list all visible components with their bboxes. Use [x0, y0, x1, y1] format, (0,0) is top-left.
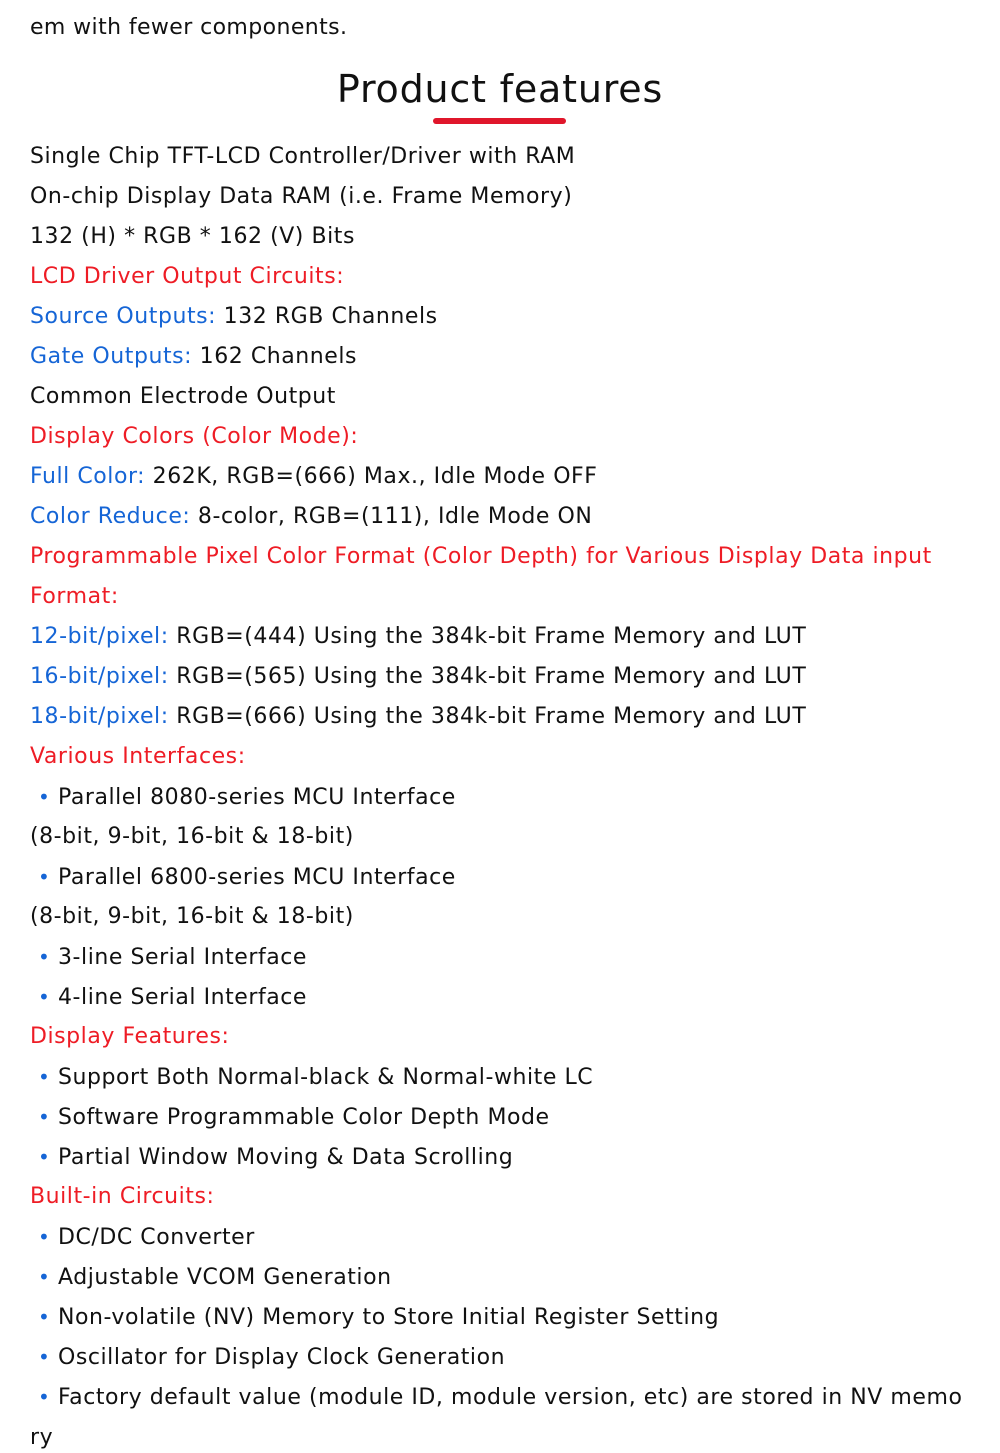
bullet-text: 4-line Serial Interface	[58, 985, 308, 1010]
bullet-dot-icon: •	[38, 945, 51, 969]
bullet-item	[30, 1137, 990, 1177]
bullet-item	[30, 1257, 990, 1297]
bullet-item	[30, 1297, 990, 1337]
bullet-text: Adjustable VCOM Generation	[58, 1265, 392, 1290]
feature-spec-line	[30, 657, 990, 697]
spec-value: RGB=(666) Using the 384k-bit Frame Memory and LUT	[168, 704, 807, 729]
bullet-text: 3-line Serial Interface	[58, 945, 308, 970]
bullet-item	[30, 1097, 990, 1137]
bullet-item	[30, 977, 990, 1017]
feature-list	[30, 137, 990, 1417]
spec-label: Gate Outputs:	[30, 344, 193, 369]
bullet-dot-icon: •	[38, 1225, 51, 1249]
spec-value: 8-color, RGB=(111), Idle Mode ON	[190, 504, 593, 529]
bullet-text: DC/DC Converter	[58, 1225, 255, 1250]
feature-spec-line	[30, 617, 990, 657]
bullet-item	[30, 1337, 990, 1377]
bullet-text: Parallel 8080-series MCU Interface	[58, 785, 456, 810]
spec-value: 162 Channels	[192, 344, 358, 369]
spec-label: Color Reduce:	[30, 504, 191, 529]
feature-text-line: On-chip Display Data RAM (i.e. Frame Memory)	[30, 184, 573, 209]
spec-label: 12-bit/pixel:	[30, 624, 169, 649]
feature-heading: LCD Driver Output Circuits:	[30, 264, 345, 289]
feature-text-line: (8-bit, 9-bit, 16-bit & 18-bit)	[30, 824, 354, 849]
previous-paragraph-fragment: em with fewer components.	[30, 15, 348, 40]
bullet-text: Software Programmable Color Depth Mode	[58, 1105, 550, 1130]
bullet-dot-icon: •	[38, 1065, 51, 1089]
cut-off-text-fragment: ry	[30, 1425, 54, 1450]
spec-value: RGB=(444) Using the 384k-bit Frame Memory and LUT	[168, 624, 807, 649]
bullet-text: Oscillator for Display Clock Generation	[58, 1345, 506, 1370]
spec-value: RGB=(565) Using the 384k-bit Frame Memory and LUT	[168, 664, 807, 689]
bullet-text: Non-volatile (NV) Memory to Store Initial Register Setting	[58, 1305, 720, 1330]
feature-text-line: 132 (H) * RGB * 162 (V) Bits	[30, 224, 355, 249]
feature-heading: Built-in Circuits:	[30, 1184, 215, 1209]
bullet-dot-icon: •	[38, 985, 51, 1009]
feature-heading: Display Colors (Color Mode):	[30, 424, 359, 449]
bullet-item	[30, 1057, 990, 1097]
feature-spec-line	[30, 337, 990, 377]
bullet-dot-icon: •	[38, 785, 51, 809]
bullet-dot-icon: •	[38, 865, 51, 889]
page-title: Product features	[336, 67, 664, 111]
spec-label: 18-bit/pixel:	[30, 704, 169, 729]
bullet-item	[30, 937, 990, 977]
bullet-item	[30, 1217, 990, 1257]
bullet-dot-icon: •	[38, 1385, 51, 1409]
bullet-text: Support Both Normal-black & Normal-white LC	[58, 1065, 594, 1090]
spec-label: 16-bit/pixel:	[30, 664, 169, 689]
bullet-dot-icon: •	[38, 1265, 51, 1289]
bullet-text: Factory default value (module ID, module version, etc) are stored in NV memo	[58, 1385, 963, 1410]
title-underline	[433, 118, 566, 124]
bullet-dot-icon: •	[38, 1145, 51, 1169]
spec-label: Source Outputs:	[30, 304, 217, 329]
bullet-text: Partial Window Moving & Data Scrolling	[58, 1145, 514, 1170]
bullet-item	[30, 857, 990, 897]
feature-spec-line	[30, 497, 990, 537]
spec-value: 132 RGB Channels	[216, 304, 438, 329]
feature-heading: Format:	[30, 584, 119, 609]
bullet-dot-icon: •	[38, 1345, 51, 1369]
bullet-dot-icon: •	[38, 1305, 51, 1329]
bullet-item	[30, 777, 990, 817]
feature-text-line: (8-bit, 9-bit, 16-bit & 18-bit)	[30, 904, 354, 929]
feature-heading: Various Interfaces:	[30, 744, 246, 769]
feature-text-line: Common Electrode Output	[30, 384, 336, 409]
spec-label: Full Color:	[30, 464, 146, 489]
feature-text-line: Single Chip TFT-LCD Controller/Driver with RAM	[30, 144, 576, 169]
feature-spec-line	[30, 457, 990, 497]
bullet-dot-icon: •	[38, 1105, 51, 1129]
feature-spec-line	[30, 697, 990, 737]
feature-spec-line	[30, 297, 990, 337]
feature-heading: Programmable Pixel Color Format (Color Depth) for Various Display Data input	[30, 544, 932, 569]
feature-heading: Display Features:	[30, 1024, 230, 1049]
spec-value: 262K, RGB=(666) Max., Idle Mode OFF	[145, 464, 598, 489]
bullet-item	[30, 1377, 990, 1417]
bullet-text: Parallel 6800-series MCU Interface	[58, 865, 456, 890]
